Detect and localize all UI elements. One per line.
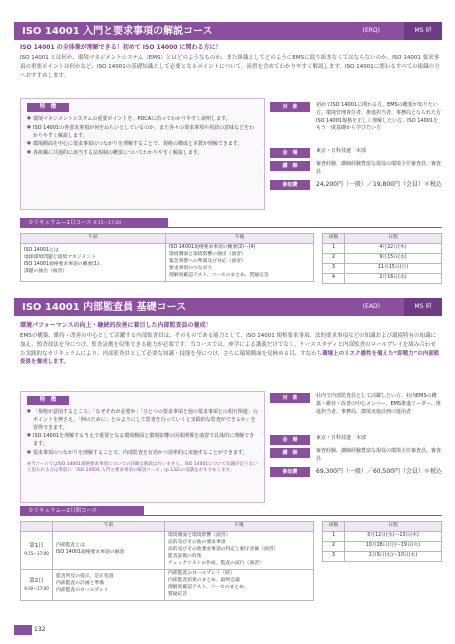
course1-feature-item: ● ISO 14001の各要求事項が何をねらいとしているのか、また各々の要求事項や用語の意味などをわかりやすく解説します。 <box>27 125 258 141</box>
table-row: 1 4月22日(木) <box>323 243 442 253</box>
course1-features-box <box>20 98 265 210</box>
course2-curriculum-bar <box>20 506 442 516</box>
table-row <box>21 531 314 569</box>
course1-title-bar <box>14 22 442 40</box>
course1-code: (ERQ) <box>362 27 380 34</box>
pm-cell: 環境側面と環境影響（演習） 法的及びその他の要求事項 法的及びその他要求事項の特定と順守評価（演習） 監査証拠の収集 チェックリストの作成、監査の試行（演習） <box>165 531 314 569</box>
table-row: 3 2月9日(水)～10日(木) <box>323 551 442 561</box>
table-row: 4 2月16日(水) <box>323 273 442 283</box>
course2-description: EMSの構築、維持・改善の中心として活躍する内部監査員は、そのものである能力として、ISO 14001 規格要求事項、法的要求事項などの知識および環境特有の知識に加え、監査技法を身につけ、監査証拠を収集できる能力が必要です。当コースでは、座学による講義だけでなく、ケーススタディと内部監査のロールプレイを組み合わせた実践的なカリキュラムにより、内部監査員として必要な知識・技能を身につけ、さらに環境側面を見極める目、すなわち環境上のリスク感性を備えた“即戦力”の内部監査員を養成します。 <box>20 333 440 366</box>
course1-lead: ISO 14001 の全体像が理解できる！初めて ISO 14000 に関わる方に！ <box>20 44 222 51</box>
course1-features-heading: 特 徴 <box>27 103 69 112</box>
course1-am-cell: ISO 14001とは 地球環境問題と環境マネジメント ISO 14001規格要求事項の概要(1) 課題の抽出（演習） <box>21 243 166 281</box>
course1-curriculum-table <box>20 233 314 282</box>
course2-feature-item: ● 「規格が意図するところ」「なぜそれが必要か」「ひとつの要求事項と他の要求事項との相互関連」のポイントを押さえ、「例のために」とのようにして監査を行っていくと実践的な監査ができるか」を習得できます。 <box>27 409 258 432</box>
course2-title-bar <box>14 298 442 316</box>
col-date: 日程 <box>345 234 442 244</box>
course1-lab: MS 研 <box>404 22 442 40</box>
col-no: 回数 <box>323 522 345 532</box>
course1-feature-item: ● 各組織に共通的に該当する法規制の概要についてわかりやすく解説します。 <box>27 150 258 158</box>
course1-info-instructor: 講 師 審査経験、講師経験豊富な現役の環境主任審査員、審査員 <box>270 161 442 177</box>
course1-info-fee: 参加費 24,200円（一般）／19,800円（会員）＊税込 <box>270 180 442 190</box>
page-number: 132 <box>34 626 46 633</box>
course2-features-box <box>20 391 265 503</box>
course1-feature-item: ● 環境側面を中心に要求事項のつながりを理解することで、規格の構成と本質が理解できます。 <box>27 141 258 149</box>
course2-info-fee: 参加費 69,300円（一般）／60,500円（会員）＊税込 <box>270 467 442 477</box>
course2-lab: MS 研 <box>404 298 442 316</box>
course1-curriculum-time: 9:15～17:00 <box>93 221 121 226</box>
course2-features-heading: 特 徴 <box>27 396 69 405</box>
col-am: 午前 <box>53 522 165 532</box>
course2-title: ISO 14001 内部監査員 基礎コース <box>22 302 187 313</box>
table-row <box>21 569 314 600</box>
course2-feature-item: ● ISO 14001を理解するうえで重要となる環境側面と環境影響の因果関係を演習で具体的に理解できます。 <box>27 433 258 449</box>
course1-description: ISO 14001 とは何か、環境マネジメントシステム（EMS）とはどのようなものか、また組織としてどのようにEMSに取り組まなくてはならないのか、ISO 14001 要求事項の重要ポイントは何かなど、ISO 14001の基礎知識として必要となるポイントについて、演習を含めてわかりやすく解説します。ISO 14001に関わるすべての組織の方へおすすめします。 <box>20 55 440 79</box>
course1-info-venue: 会 場 東京・日科技連 本部 <box>270 148 442 158</box>
course1-schedule-table <box>322 233 442 284</box>
course1-curriculum-bar <box>20 218 442 228</box>
course1-curriculum-title: カリキュラム―1日コース <box>28 220 92 226</box>
course2-note: ※当コースではISO 14001規格要求事項についての詳細な解説は行いません。ISO 14001について知識が足りないと思われる方は事前に「ISO 14001 入門と要求事項の解説コース」(p.132)の受講をおすすめします。 <box>27 461 258 474</box>
table-row: 3 11月15日(月) <box>323 263 442 273</box>
course2-description-highlight: 環境上のリスク感性を備えた“即戦力”の内部監査員を養成します。 <box>20 350 440 366</box>
course1-title: ISO 14001 入門と要求事項の解説コース <box>22 26 213 37</box>
course1-info <box>270 102 442 193</box>
table-row: 1 5月12日(水)～13日(木) <box>323 531 442 541</box>
course2-info <box>270 393 442 480</box>
course2-lead: 環境パフォーマンスの向上・継続的改善に着目した内部監査員の養成！ <box>20 322 212 329</box>
course2-curriculum-table <box>20 521 314 601</box>
course2-code: (EAD) <box>362 303 380 310</box>
col-no: 回数 <box>323 234 345 244</box>
course1-info-target: 対 象 初めてISO 14001に関わる方、EMSの概要が知りたい方、環境管理責任者、推進担当者、事務局となられた方 ISO 14001規格を正しく理解したい方、ISO 14001をもう一度基礎から学びたい方 <box>270 102 442 144</box>
page-marker <box>14 625 32 635</box>
table-row: 2 9月15日(水) <box>323 253 442 263</box>
col-date: 日程 <box>345 522 442 532</box>
col-am: 午前 <box>21 234 166 244</box>
course2-info-instructor: 講 師 審査経験、講師経験豊富な現役の環境主任審査員、審査員 <box>270 448 442 464</box>
pm-cell: 内部監査のロールプレイ（続） 内部監査結果のまとめ、最終会議 理解度確認テスト、コースのまとめ、 質疑応答 <box>165 569 314 600</box>
course1-feature-item: ● 環境マネジメントシステムの重要ポイントを、PDCAに沿ってわかりやすく説明します。 <box>27 116 258 124</box>
course2-info-venue: 会 場 東京・日科技連 本部 <box>270 435 442 445</box>
am-cell: 監査所見の提示、是正処置 内部監査の計画と準備 内部監査のロールプレイ <box>53 569 165 600</box>
col-pm: 午後 <box>165 522 314 532</box>
day-cell: 第1日 9:15～17:00 <box>21 531 53 569</box>
course1-pm-cell: ISO 14001規格要求事項の概要(2)～(4) 環境側面と環境影響の抽出（演習） 緊急事態への準備及び対応（演習） 要求事項のつながり 理解度確認テスト、コースのまとめ、質疑応答 <box>166 243 314 281</box>
am-cell: 内部監査とは ISO 14001規格要求事項の解説 <box>53 531 165 569</box>
course2-curriculum-title: カリキュラム―2日間コース <box>28 508 98 514</box>
table-row: 2 10月18日(月)～19日(火) <box>323 541 442 551</box>
day-cell: 第2日 9:30～17:00 <box>21 569 53 600</box>
course2-feature-item: ● 要求事項のつながりを理解することで、内部監査を有効かつ効率的に実施することができます。 <box>27 450 258 458</box>
course2-info-target: 対 象 社内で内部監査員として活躍したい方、社内EMSの構築・維持・改善の中心メンバー、EMS推進リーダー、推進担当者、事務局、環境実施計画の運用者 <box>270 393 442 431</box>
col-pm: 午後 <box>166 234 314 244</box>
course2-schedule-table <box>322 521 442 562</box>
